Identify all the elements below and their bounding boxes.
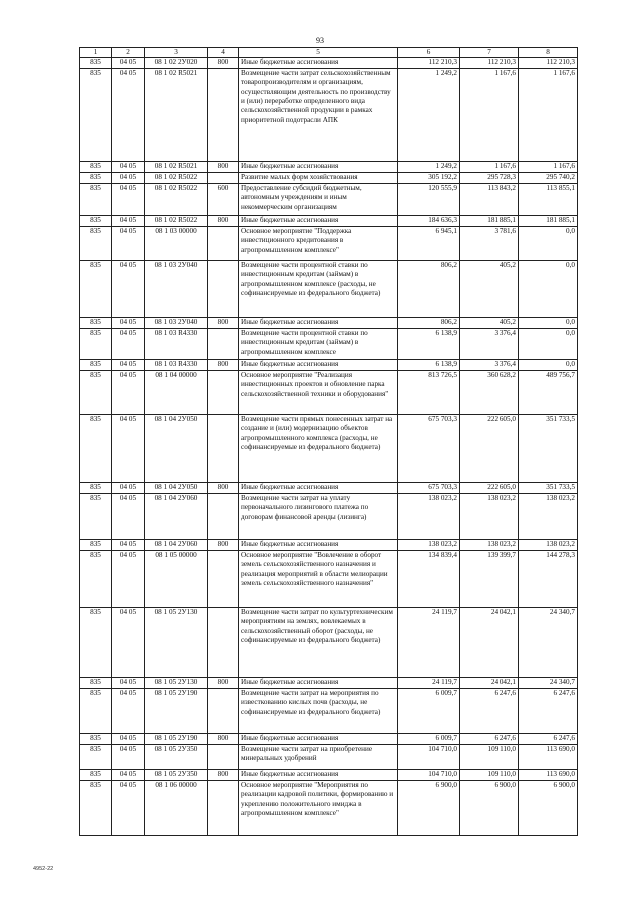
table-row [80, 260, 578, 317]
column-header: 3 [145, 48, 208, 58]
amount-year1-cell: 112 210,3 [398, 58, 460, 68]
description-cell: Иные бюджетные ассигнования [239, 677, 398, 688]
target-article-cell: 08 1 02 R5021 [145, 161, 208, 172]
section-code-cell: 04 05 [112, 733, 145, 744]
amount-year1-cell: 24 119,7 [398, 677, 460, 688]
expense-type-cell: 800 [208, 677, 239, 688]
section-code-cell: 04 05 [112, 482, 145, 493]
admin-code-cell: 835 [80, 482, 112, 493]
admin-code-cell: 835 [80, 688, 112, 733]
amount-year1-cell: 184 636,3 [398, 215, 460, 226]
expense-type-cell: 800 [208, 359, 239, 370]
table-row [80, 183, 578, 215]
target-article-cell: 08 1 05 2У130 [145, 677, 208, 688]
expense-type-cell [208, 260, 239, 317]
description-cell: Иные бюджетные ассигнования [239, 317, 398, 328]
amount-year3-cell: 113 855,1 [519, 183, 578, 215]
description-cell: Иные бюджетные ассигнования [239, 215, 398, 226]
description-cell: Возмещение части затрат на приобретение минеральных удобрений [239, 744, 398, 769]
section-code-cell: 04 05 [112, 68, 145, 161]
admin-code-cell: 835 [80, 607, 112, 677]
amount-year2-cell: 222 605,0 [460, 482, 519, 493]
amount-year3-cell: 138 023,2 [519, 493, 578, 539]
expense-type-cell: 800 [208, 317, 239, 328]
amount-year2-cell: 3 376,4 [460, 359, 519, 370]
expense-type-cell [208, 493, 239, 539]
expense-type-cell [208, 780, 239, 835]
table-row [80, 215, 578, 226]
amount-year3-cell: 0,0 [519, 359, 578, 370]
table-header-row [80, 48, 578, 58]
section-code-cell: 04 05 [112, 677, 145, 688]
amount-year1-cell: 104 710,0 [398, 769, 460, 780]
section-code-cell: 04 05 [112, 58, 145, 68]
amount-year2-cell: 3 376,4 [460, 328, 519, 359]
amount-year3-cell: 351 733,5 [519, 482, 578, 493]
amount-year1-cell: 138 023,2 [398, 493, 460, 539]
table-row [80, 769, 578, 780]
amount-year3-cell: 295 740,2 [519, 172, 578, 183]
amount-year2-cell: 181 885,1 [460, 215, 519, 226]
amount-year3-cell: 113 690,0 [519, 769, 578, 780]
admin-code-cell: 835 [80, 226, 112, 260]
admin-code-cell: 835 [80, 414, 112, 482]
amount-year3-cell: 351 733,5 [519, 414, 578, 482]
description-cell: Возмещение части процентной ставки по инвестиционным кредитам (займам) в агропромышленном комплексе (расходы, не софинансируемые из федерального бюджета) [239, 260, 398, 317]
expense-type-cell [208, 607, 239, 677]
admin-code-cell: 835 [80, 359, 112, 370]
amount-year2-cell: 6 247,6 [460, 733, 519, 744]
description-cell: Иные бюджетные ассигнования [239, 482, 398, 493]
amount-year1-cell: 1 249,2 [398, 68, 460, 161]
description-cell: Возмещение части прямых понесенных затрат на создание и (или) модернизацию объектов агропромышленного комплекса (расходы, не софинансируемые из федерального бюджета) [239, 414, 398, 482]
amount-year3-cell: 6 247,6 [519, 733, 578, 744]
description-cell: Основное мероприятие "Вовлечение в оборот земель сельскохозяйственного назначения и реализация мероприятий в области мелиорации земель сельскохозяйственного назначения" [239, 550, 398, 607]
expense-type-cell [208, 328, 239, 359]
amount-year2-cell: 6 900,0 [460, 780, 519, 835]
amount-year2-cell: 109 110,0 [460, 769, 519, 780]
amount-year2-cell: 1 167,6 [460, 68, 519, 161]
amount-year1-cell: 813 726,5 [398, 370, 460, 414]
amount-year2-cell: 1 167,6 [460, 161, 519, 172]
expense-type-cell [208, 68, 239, 161]
admin-code-cell: 835 [80, 370, 112, 414]
column-header: 1 [80, 48, 112, 58]
description-cell: Развитие малых форм хозяйствования [239, 172, 398, 183]
admin-code-cell: 835 [80, 215, 112, 226]
amount-year3-cell: 24 340,7 [519, 607, 578, 677]
column-header: 6 [398, 48, 460, 58]
target-article-cell: 08 1 05 2У190 [145, 688, 208, 733]
table-row [80, 161, 578, 172]
amount-year3-cell: 138 023,2 [519, 539, 578, 550]
admin-code-cell: 835 [80, 260, 112, 317]
amount-year2-cell: 360 628,2 [460, 370, 519, 414]
amount-year1-cell: 806,2 [398, 260, 460, 317]
admin-code-cell: 835 [80, 493, 112, 539]
description-cell: Основное мероприятие "Поддержка инвестиционного кредитования в агропромышленном комплексе" [239, 226, 398, 260]
description-cell: Иные бюджетные ассигнования [239, 769, 398, 780]
amount-year1-cell: 6 900,0 [398, 780, 460, 835]
expense-type-cell [208, 688, 239, 733]
target-article-cell: 08 1 04 2У060 [145, 539, 208, 550]
table-row [80, 328, 578, 359]
footer-code: 4952-22 [33, 866, 54, 872]
expense-type-cell [208, 226, 239, 260]
section-code-cell: 04 05 [112, 744, 145, 769]
amount-year2-cell: 222 605,0 [460, 414, 519, 482]
expense-type-cell: 800 [208, 769, 239, 780]
column-header: 8 [519, 48, 578, 58]
amount-year3-cell: 0,0 [519, 260, 578, 317]
page-number: 93 [316, 36, 324, 45]
section-code-cell: 04 05 [112, 359, 145, 370]
target-article-cell: 08 1 02 R5022 [145, 215, 208, 226]
amount-year2-cell: 24 042,1 [460, 677, 519, 688]
amount-year1-cell: 675 703,3 [398, 414, 460, 482]
amount-year3-cell: 6 247,6 [519, 688, 578, 733]
table-row [80, 68, 578, 161]
table-row [80, 493, 578, 539]
section-code-cell: 04 05 [112, 539, 145, 550]
target-article-cell: 08 1 03 00000 [145, 226, 208, 260]
target-article-cell: 08 1 02 R5022 [145, 172, 208, 183]
column-header: 4 [208, 48, 239, 58]
section-code-cell: 04 05 [112, 172, 145, 183]
target-article-cell: 08 1 04 2У050 [145, 482, 208, 493]
admin-code-cell: 835 [80, 183, 112, 215]
amount-year2-cell: 405,2 [460, 260, 519, 317]
target-article-cell: 08 1 05 2У350 [145, 769, 208, 780]
target-article-cell: 08 1 03 2У040 [145, 260, 208, 317]
amount-year3-cell: 144 278,3 [519, 550, 578, 607]
amount-year3-cell: 24 340,7 [519, 677, 578, 688]
section-code-cell: 04 05 [112, 688, 145, 733]
table-row [80, 317, 578, 328]
table-row [80, 744, 578, 769]
table-row [80, 226, 578, 260]
table-row [80, 414, 578, 482]
target-article-cell: 08 1 02 2У020 [145, 58, 208, 68]
target-article-cell: 08 1 05 00000 [145, 550, 208, 607]
expense-type-cell: 800 [208, 539, 239, 550]
description-cell: Иные бюджетные ассигнования [239, 58, 398, 68]
section-code-cell: 04 05 [112, 161, 145, 172]
table-row [80, 688, 578, 733]
section-code-cell: 04 05 [112, 370, 145, 414]
admin-code-cell: 835 [80, 58, 112, 68]
target-article-cell: 08 1 03 2У040 [145, 317, 208, 328]
column-header: 5 [239, 48, 398, 58]
section-code-cell: 04 05 [112, 317, 145, 328]
description-cell: Предоставление субсидий бюджетным, автономным учреждениям и иным некоммерческим организациям [239, 183, 398, 215]
amount-year2-cell: 113 843,2 [460, 183, 519, 215]
amount-year3-cell: 0,0 [519, 226, 578, 260]
amount-year1-cell: 675 703,3 [398, 482, 460, 493]
expense-type-cell: 800 [208, 482, 239, 493]
description-cell: Иные бюджетные ассигнования [239, 161, 398, 172]
column-header: 7 [460, 48, 519, 58]
table-row [80, 733, 578, 744]
description-cell: Возмещение части процентной ставки по инвестиционным кредитам (займам) в агропромышленном комплексе [239, 328, 398, 359]
column-header: 2 [112, 48, 145, 58]
amount-year2-cell: 405,2 [460, 317, 519, 328]
section-code-cell: 04 05 [112, 769, 145, 780]
table-row [80, 172, 578, 183]
amount-year3-cell: 181 885,1 [519, 215, 578, 226]
target-article-cell: 08 1 02 R5022 [145, 183, 208, 215]
target-article-cell: 08 1 03 R4330 [145, 359, 208, 370]
expense-type-cell [208, 550, 239, 607]
section-code-cell: 04 05 [112, 607, 145, 677]
table-row [80, 359, 578, 370]
description-cell: Иные бюджетные ассигнования [239, 359, 398, 370]
amount-year1-cell: 1 249,2 [398, 161, 460, 172]
amount-year1-cell: 6 945,1 [398, 226, 460, 260]
admin-code-cell: 835 [80, 172, 112, 183]
amount-year1-cell: 6 138,9 [398, 359, 460, 370]
amount-year3-cell: 489 756,7 [519, 370, 578, 414]
table-row [80, 482, 578, 493]
table-row [80, 58, 578, 68]
expense-type-cell [208, 744, 239, 769]
table-row [80, 677, 578, 688]
expense-type-cell [208, 414, 239, 482]
amount-year1-cell: 104 710,0 [398, 744, 460, 769]
amount-year3-cell: 1 167,6 [519, 161, 578, 172]
table-body [80, 58, 578, 835]
description-cell: Иные бюджетные ассигнования [239, 733, 398, 744]
amount-year3-cell: 0,0 [519, 328, 578, 359]
amount-year3-cell: 112 210,3 [519, 58, 578, 68]
amount-year2-cell: 6 247,6 [460, 688, 519, 733]
admin-code-cell: 835 [80, 744, 112, 769]
amount-year2-cell: 139 399,7 [460, 550, 519, 607]
admin-code-cell: 835 [80, 733, 112, 744]
table-row [80, 539, 578, 550]
amount-year1-cell: 24 119,7 [398, 607, 460, 677]
description-cell: Возмещение части затрат на мероприятия по известкованию кислых почв (расходы, не софинансируемые из федерального бюджета) [239, 688, 398, 733]
amount-year2-cell: 138 023,2 [460, 493, 519, 539]
section-code-cell: 04 05 [112, 328, 145, 359]
amount-year1-cell: 806,2 [398, 317, 460, 328]
target-article-cell: 08 1 04 2У060 [145, 493, 208, 539]
amount-year2-cell: 138 023,2 [460, 539, 519, 550]
amount-year1-cell: 120 555,9 [398, 183, 460, 215]
description-cell: Возмещение части затрат на уплату первоначального лизингового платежа по договорам финансовой аренды (лизинга) [239, 493, 398, 539]
amount-year2-cell: 3 781,6 [460, 226, 519, 260]
section-code-cell: 04 05 [112, 215, 145, 226]
section-code-cell: 04 05 [112, 414, 145, 482]
amount-year1-cell: 138 023,2 [398, 539, 460, 550]
target-article-cell: 08 1 06 00000 [145, 780, 208, 835]
section-code-cell: 04 05 [112, 226, 145, 260]
expense-type-cell: 800 [208, 161, 239, 172]
target-article-cell: 08 1 04 2У050 [145, 414, 208, 482]
admin-code-cell: 835 [80, 769, 112, 780]
expense-type-cell [208, 172, 239, 183]
admin-code-cell: 835 [80, 68, 112, 161]
admin-code-cell: 835 [80, 328, 112, 359]
description-cell: Иные бюджетные ассигнования [239, 539, 398, 550]
amount-year2-cell: 24 042,1 [460, 607, 519, 677]
section-code-cell: 04 05 [112, 183, 145, 215]
expense-type-cell: 800 [208, 733, 239, 744]
section-code-cell: 04 05 [112, 493, 145, 539]
target-article-cell: 08 1 05 2У350 [145, 744, 208, 769]
amount-year3-cell: 1 167,6 [519, 68, 578, 161]
amount-year3-cell: 6 900,0 [519, 780, 578, 835]
amount-year3-cell: 113 690,0 [519, 744, 578, 769]
admin-code-cell: 835 [80, 317, 112, 328]
admin-code-cell: 835 [80, 677, 112, 688]
amount-year2-cell: 295 728,3 [460, 172, 519, 183]
description-cell: Основное мероприятие "Мероприятия по реализации кадровой политики, формированию и укреплению положительного имиджа в агропромышленном комплексе" [239, 780, 398, 835]
target-article-cell: 08 1 04 00000 [145, 370, 208, 414]
amount-year2-cell: 112 210,3 [460, 58, 519, 68]
table-row [80, 607, 578, 677]
admin-code-cell: 835 [80, 550, 112, 607]
amount-year1-cell: 6 009,7 [398, 688, 460, 733]
description-cell: Возмещение части затрат сельскохозяйственным товаропроизводителям и организациям, осуществляющим деятельность по производству и (или) переработке определенного вида сельскохозяйственной продукции в рамках приоритетной подотрасли АПК [239, 68, 398, 161]
expense-type-cell: 800 [208, 58, 239, 68]
admin-code-cell: 835 [80, 161, 112, 172]
section-code-cell: 04 05 [112, 780, 145, 835]
table-row [80, 780, 578, 835]
expense-type-cell: 800 [208, 215, 239, 226]
target-article-cell: 08 1 02 R5021 [145, 68, 208, 161]
amount-year1-cell: 6 009,7 [398, 733, 460, 744]
target-article-cell: 08 1 05 2У190 [145, 733, 208, 744]
amount-year3-cell: 0,0 [519, 317, 578, 328]
target-article-cell: 08 1 03 R4330 [145, 328, 208, 359]
admin-code-cell: 835 [80, 539, 112, 550]
amount-year1-cell: 305 192,2 [398, 172, 460, 183]
table-row [80, 370, 578, 414]
description-cell: Основное мероприятие "Реализация инвестиционных проектов и обновление парка сельскохозяйственной техники и оборудования" [239, 370, 398, 414]
expense-type-cell [208, 370, 239, 414]
admin-code-cell: 835 [80, 780, 112, 835]
table-row [80, 550, 578, 607]
section-code-cell: 04 05 [112, 550, 145, 607]
section-code-cell: 04 05 [112, 260, 145, 317]
target-article-cell: 08 1 05 2У130 [145, 607, 208, 677]
description-cell: Возмещение части затрат по культуртехническим мероприятиям на землях, вовлекаемых в сельскохозяйственный оборот (расходы, не софинансируемые из федерального бюджета) [239, 607, 398, 677]
budget-table [79, 47, 578, 836]
amount-year1-cell: 6 138,9 [398, 328, 460, 359]
amount-year1-cell: 134 839,4 [398, 550, 460, 607]
expense-type-cell: 600 [208, 183, 239, 215]
amount-year2-cell: 109 110,0 [460, 744, 519, 769]
